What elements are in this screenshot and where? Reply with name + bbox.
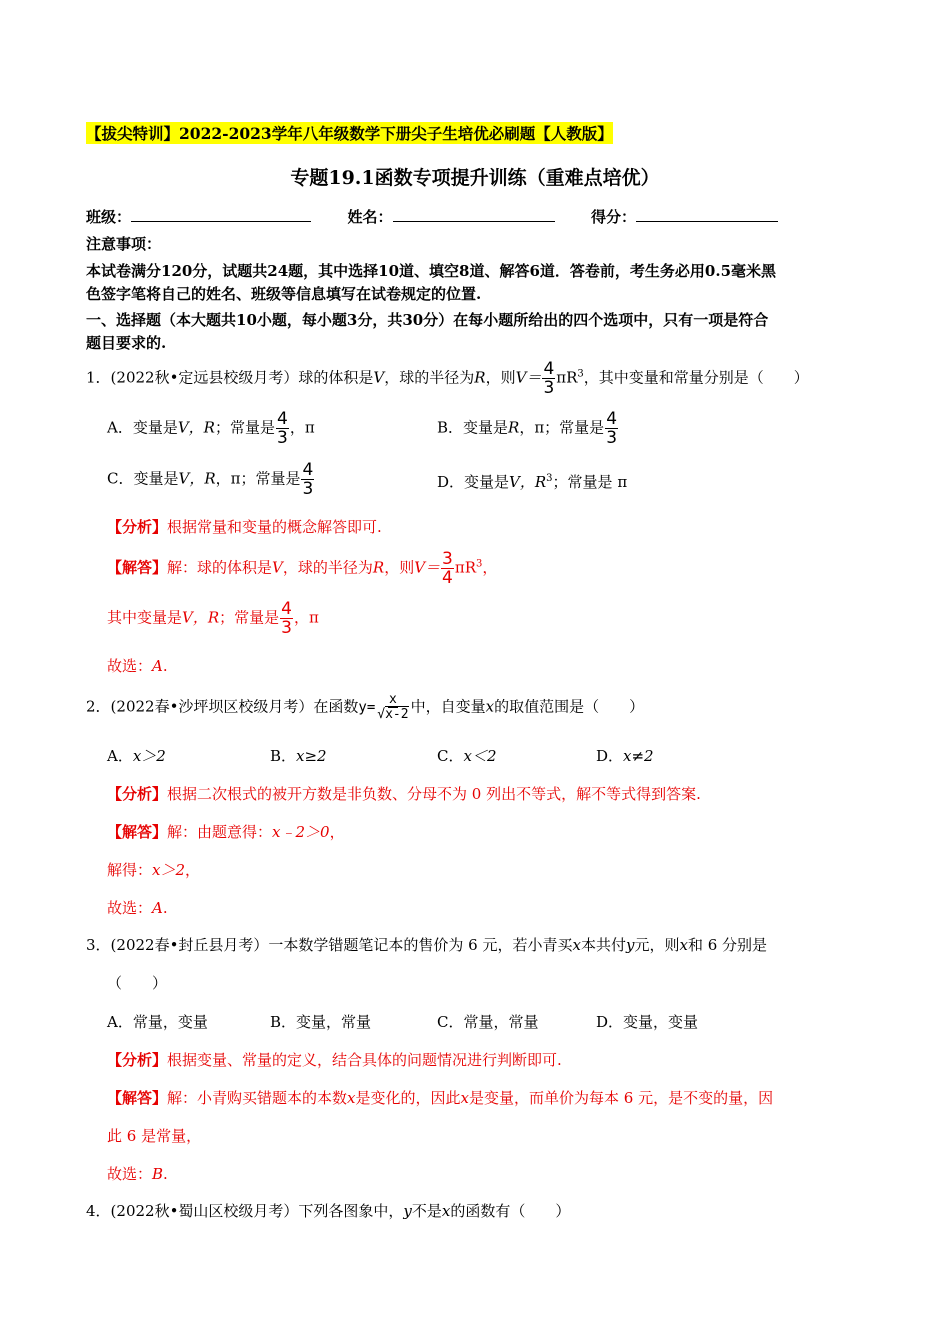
sqrt-icon: √	[377, 707, 386, 722]
q3-answer-line-2: 此 6 是常量，	[107, 1127, 202, 1145]
page-title: 专题19.1函数专项提升训练（重难点培优）	[290, 167, 660, 189]
q3-analysis: 【分析】根据变量、常量的定义，结合具体的问题情况进行判断即可.	[107, 1051, 562, 1069]
q1-answer-line-2: 其中变量是V，R；常量是 $\frac{4}{3}$ ，π	[107, 599, 319, 638]
q2-option-a[interactable]: A．x＞2	[107, 747, 166, 765]
q2-option-c[interactable]: C．x＜2	[437, 747, 497, 765]
q1-option-d[interactable]: D．变量是V，$R^3$；常量是 π	[437, 473, 628, 491]
q3-choice: 故选：B.	[107, 1165, 168, 1183]
notes-line-1: 本试卷满分120分，试题共24题，其中选择10道、填空8道、解答6道．答卷前，考生务必用0.5毫米黑	[86, 262, 777, 280]
q2-option-b[interactable]: B．x≥2	[270, 747, 327, 765]
q1-option-c[interactable]: C．变量是V，R，π；常量是 $\frac{4}{3}$	[107, 460, 314, 499]
q2-answer: 【解答】解：由题意得：x﹣2＞0，	[107, 823, 345, 841]
q3-option-b[interactable]: B．变量，常量	[270, 1013, 372, 1031]
question-4-stem: 4．(2022秋•蜀山区校级月考）下列各图象中，y不是x的函数有（ ）	[86, 1202, 571, 1220]
q3-option-d[interactable]: D．变量，变量	[596, 1013, 699, 1031]
q1-analysis: 【分析】根据常量和变量的概念解答即可.	[107, 518, 382, 536]
q1-choice: 故选：A.	[107, 657, 168, 675]
section-heading-line-1: 一、选择题（本大题共10小题，每小题3分，共30分）在每小题所给出的四个选项中，只有一项是符合	[86, 311, 769, 329]
q2-analysis: 【分析】根据二次根式的被开方数是非负数、分母不为 0 列出不等式，解不等式得到答案.	[107, 785, 701, 803]
question-1-stem: 1．(2022秋•定远县校级月考）球的体积是V，球的半径为R，则V＝ $\frac{4}{3}$ $\pi R^3$，其中变量和常量分别是（ ）	[86, 359, 809, 398]
notes-line-2: 色签字笔将自己的姓名、班级等信息填写在试卷规定的位置.	[86, 285, 482, 303]
header-banner: 【拔尖特训】2022-2023学年八年级数学下册尖子生培优必刷题【人教版】	[86, 124, 613, 143]
q1-answer: 【解答】解：球的体积是V，球的半径为R，则V＝ $\frac{3}{4}$ $\pi R^3$，	[107, 549, 498, 588]
name-field[interactable]	[393, 205, 555, 222]
q3-paren: （ ）	[107, 974, 168, 992]
q2-solve: 解得：x＞2，	[107, 861, 201, 879]
fraction-x-sqrt: $\frac{x}{√x-2}$	[377, 692, 409, 722]
q3-answer: 【解答】解：小青购买错题本的本数x是变化的，因此x是变量，而单价为每本 6 元，是不变的量，因	[107, 1089, 774, 1107]
question-2-stem: 2．(2022春•沙坪坝区校级月考）在函数y= $\frac{x}{√x-2}$ 中，自变量x的取值范围是（ ）	[86, 692, 645, 722]
q3-option-a[interactable]: A．常量，变量	[107, 1013, 208, 1031]
notes-heading: 注意事项：	[86, 235, 162, 253]
info-line	[86, 205, 778, 227]
fraction-4-3: $\frac{4}{3}$	[543, 359, 555, 398]
class-label: 班级：	[86, 208, 132, 226]
q3-option-c[interactable]: C．常量，常量	[437, 1013, 539, 1031]
class-field[interactable]	[131, 205, 311, 222]
name-label: 姓名：	[347, 208, 393, 226]
q2-choice: 故选：A.	[107, 899, 168, 917]
q2-option-d[interactable]: D．x≠2	[596, 747, 654, 765]
q1-option-b[interactable]: B．变量是R，π；常量是 $\frac{4}{3}$	[437, 409, 618, 448]
q1-option-a[interactable]: A．变量是V，R；常量是 $\frac{4}{3}$ ，π	[107, 409, 315, 448]
score-field[interactable]	[636, 205, 778, 222]
question-3-stem: 3．(2022春•封丘县月考）一本数学错题笔记本的售价为 6 元，若小青买x本共付y元，则x和 6 分别是	[86, 936, 768, 954]
section-heading-line-2: 题目要求的.	[86, 334, 167, 352]
score-label: 得分：	[590, 208, 636, 226]
